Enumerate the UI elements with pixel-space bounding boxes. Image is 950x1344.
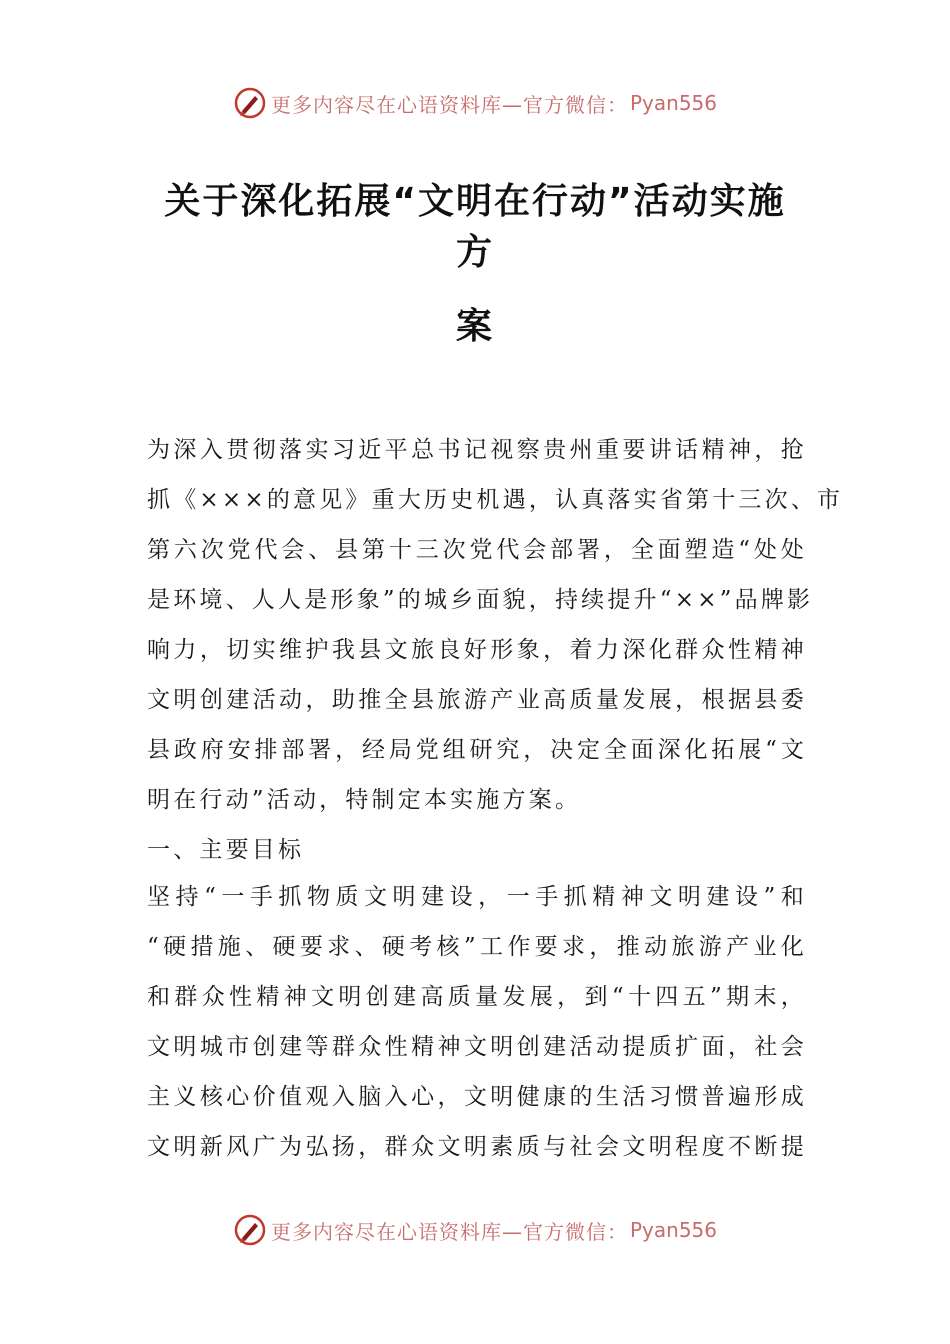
text-line: 抓《×××的意见》重大历史机遇，认真落实省第十三次、市 (147, 487, 844, 513)
text-line: 文明新风广为弘扬，群众文明素质与社会文明程度不断提 (147, 1134, 807, 1160)
paragraph-main-goals (147, 872, 807, 1172)
text-line: 坚持“一手抓物质文明建设，一手抓精神文明建设”和 (147, 884, 807, 910)
pen-logo-icon (233, 1213, 267, 1247)
text-line: 和群众性精神文明创建高质量发展，到“十四五”期末， (147, 984, 807, 1010)
text-line: “硬措施、硬要求、硬考核”工作要求，推动旅游产业化 (147, 934, 807, 960)
text-line: 是环境、人人是形象”的城乡面貌，持续提升“××”品牌影 (147, 587, 814, 613)
text-line: 响力，切实维护我县文旅良好形象，着力深化群众性精神 (147, 637, 807, 663)
document-title-line-1: 关于深化拓展“文明在行动”活动实施方 (164, 181, 786, 273)
section-heading-text: 一、主要目标 (147, 837, 305, 863)
text-line: 县政府安排部署，经局党组研究，决定全面深化拓展“文 (147, 737, 807, 763)
text-line: 明在行动”活动，特制定本实施方案。 (147, 787, 582, 813)
text-line: 文明创建活动，助推全县旅游产业高质量发展，根据县委 (147, 687, 807, 713)
document-title-line-2: 案 (455, 306, 494, 347)
pen-logo-icon (233, 86, 267, 120)
watermark-text: 更多内容尽在心语资料库—官方微信： (270, 1219, 628, 1244)
section-heading-main-goals (147, 825, 807, 875)
paragraph-intro (147, 425, 844, 825)
watermark-text: 更多内容尽在心语资料库—官方微信： (270, 92, 628, 117)
text-line: 第六次党代会、县第十三次党代会部署，全面塑造“处处 (147, 537, 807, 563)
text-line: 主义核心价值观入脑入心，文明健康的生活习惯普遍形成 (147, 1084, 807, 1110)
header-watermark (0, 86, 950, 120)
text-line: 为深入贯彻落实习近平总书记视察贵州重要讲话精神，抢 (147, 437, 807, 463)
watermark-wechat-id: Pyan556 (629, 1218, 717, 1242)
footer-watermark (0, 1213, 950, 1247)
watermark-wechat-id: Pyan556 (629, 91, 717, 115)
text-line: 文明城市创建等群众性精神文明创建活动提质扩面，社会 (147, 1034, 807, 1060)
